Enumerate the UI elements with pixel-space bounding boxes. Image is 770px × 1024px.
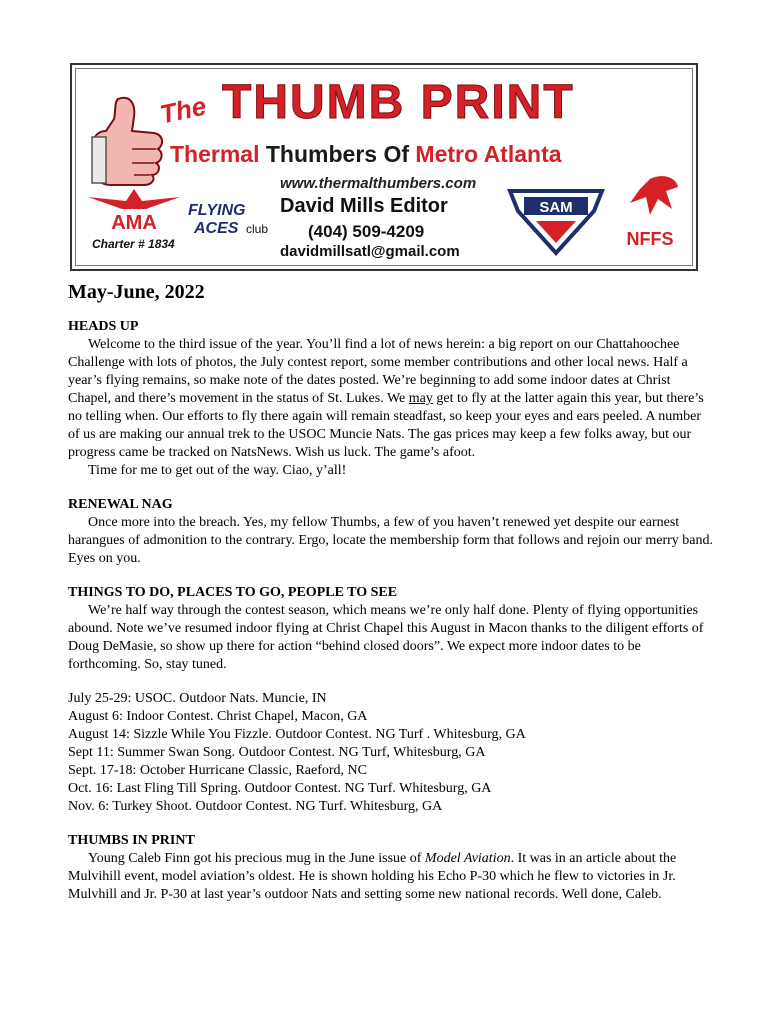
- editor-name: David Mills Editor: [280, 195, 448, 217]
- editor-phone: (404) 509-4209: [308, 222, 425, 241]
- subtitle-of: Of: [383, 141, 416, 167]
- heads-up-section: [68, 318, 716, 480]
- heads-up-paragraph-1: Welcome to the third issue of the year. You’ll find a lot of news herein: a big report on our Chattahoochee Challenge with lots of photos, the July contest report, some member contributions and other local news. Half a year’s flying remains, so make note of the dates posted. We’re beginning to add some indoor dates at Christ Chapel, and there’s movement in the status of St. Lukes. We may get to fly at the latter again this year, but there’s no telling when. Our efforts to fly there again will remain steadfast, so keep your eyes and ears peeled. A number of us are making our annual trek to the USOC Muncie Nats. The gas prices may keep a few folks away, but our progress came be tracked on NatsNews. Wish us luck. The game’s afoot.: [68, 337, 704, 460]
- issue-date-heading: May-June, 2022: [68, 281, 205, 303]
- event-list: [68, 690, 716, 816]
- sam-label: SAM: [539, 199, 573, 216]
- things-to-do-section: [68, 584, 716, 816]
- list-item: Nov. 6: Turkey Shoot. Outdoor Contest. NG Turf. Whitesburg, GA: [68, 799, 443, 814]
- sam-logo-icon: [506, 181, 606, 257]
- thumbs-in-print-section: [68, 832, 716, 904]
- masthead-banner: [70, 63, 698, 271]
- editor-email: davidmillsatl@gmail.com: [280, 243, 460, 260]
- renewal-title: RENEWAL NAG: [68, 497, 173, 512]
- subtitle-thermal: Thermal: [170, 141, 260, 167]
- thumbs-up-hand-icon: [88, 91, 168, 187]
- subtitle-atlanta: Atlanta: [478, 141, 562, 167]
- website-url: www.thermalthumbers.com: [280, 175, 477, 192]
- charter-number: Charter # 1834: [92, 237, 175, 251]
- nffs-logo-icon: [618, 169, 682, 253]
- newsletter-body: [68, 280, 716, 904]
- fac-club: club: [246, 222, 269, 236]
- flying-aces-club-logo-icon: [184, 199, 280, 241]
- list-item: Sept. 17-18: October Hurricane Classic, Raeford, NC: [68, 763, 367, 778]
- heads-up-title: HEADS UP: [68, 319, 139, 334]
- list-item: August 14: Sizzle While You Fizzle. Outdoor Contest. NG Turf . Whitesburg, GA: [68, 727, 526, 742]
- model-aviation-title: Model Aviation: [424, 851, 511, 866]
- list-item: Oct. 16: Last Fling Till Spring. Outdoor Contest. NG Turf. Whitesburg, GA: [68, 781, 492, 796]
- underlined-may: may: [408, 391, 433, 406]
- subtitle-thumbers: Thumbers: [259, 141, 384, 167]
- nffs-label: NFFS: [626, 229, 674, 249]
- things-to-do-title: THINGS TO DO, PLACES TO GO, PEOPLE TO SEE: [68, 585, 398, 600]
- ama-label: AMA: [111, 212, 157, 233]
- renewal-section: [68, 496, 716, 568]
- fac-label-2: ACES: [194, 220, 239, 237]
- list-item: Sept 11: Summer Swan Song. Outdoor Contest. NG Turf, Whitesburg, GA: [68, 745, 486, 760]
- things-to-do-paragraph: We’re half way through the contest season, which means we’re only half done. Plenty of flying opportunities abound. Note we’ve resumed indoor flying at Christ Chapel this August in Macon thanks to the diligent efforts of Doug DeMasie, so show up there for action “behind closed doors”. We expect more indoor dates to be forthcoming. So, stay tuned.: [68, 603, 704, 672]
- renewal-paragraph: Once more into the breach. Yes, my fellow Thumbs, a few of you haven’t renewed yet despite our earnest harangues of admonition to the contrary. Ergo, locate the membership form that follows and rejoin our merry band. Eyes on you.: [68, 515, 713, 566]
- list-item: July 25-29: USOC. Outdoor Nats. Muncie, IN: [68, 691, 327, 706]
- list-item: August 6: Indoor Contest. Christ Chapel, Macon, GA: [68, 709, 368, 724]
- ama-logo-icon: [86, 187, 182, 233]
- thumbs-in-print-paragraph: Young Caleb Finn got his precious mug in the June issue of Model Aviation. It was in an article about the Mulvihill event, model aviation’s oldest. He is shown holding his Echo P-30 which he flew to victories in Jr. Mulvhill and Jr. P-30 at last year’s outdoor Nats and setting some new national records. Well done, Caleb.: [68, 851, 677, 902]
- subtitle-metro: Metro: [415, 141, 479, 167]
- heads-up-paragraph-2: Time for me to get out of the way. Ciao, y’all!: [88, 463, 347, 478]
- masthead-title: THUMB PRINT: [222, 76, 575, 129]
- masthead-subtitle: [170, 141, 562, 168]
- masthead-the: The: [157, 90, 209, 130]
- fac-label-1: FLYING: [188, 202, 246, 219]
- thumbs-in-print-title: THUMBS IN PRINT: [68, 833, 195, 848]
